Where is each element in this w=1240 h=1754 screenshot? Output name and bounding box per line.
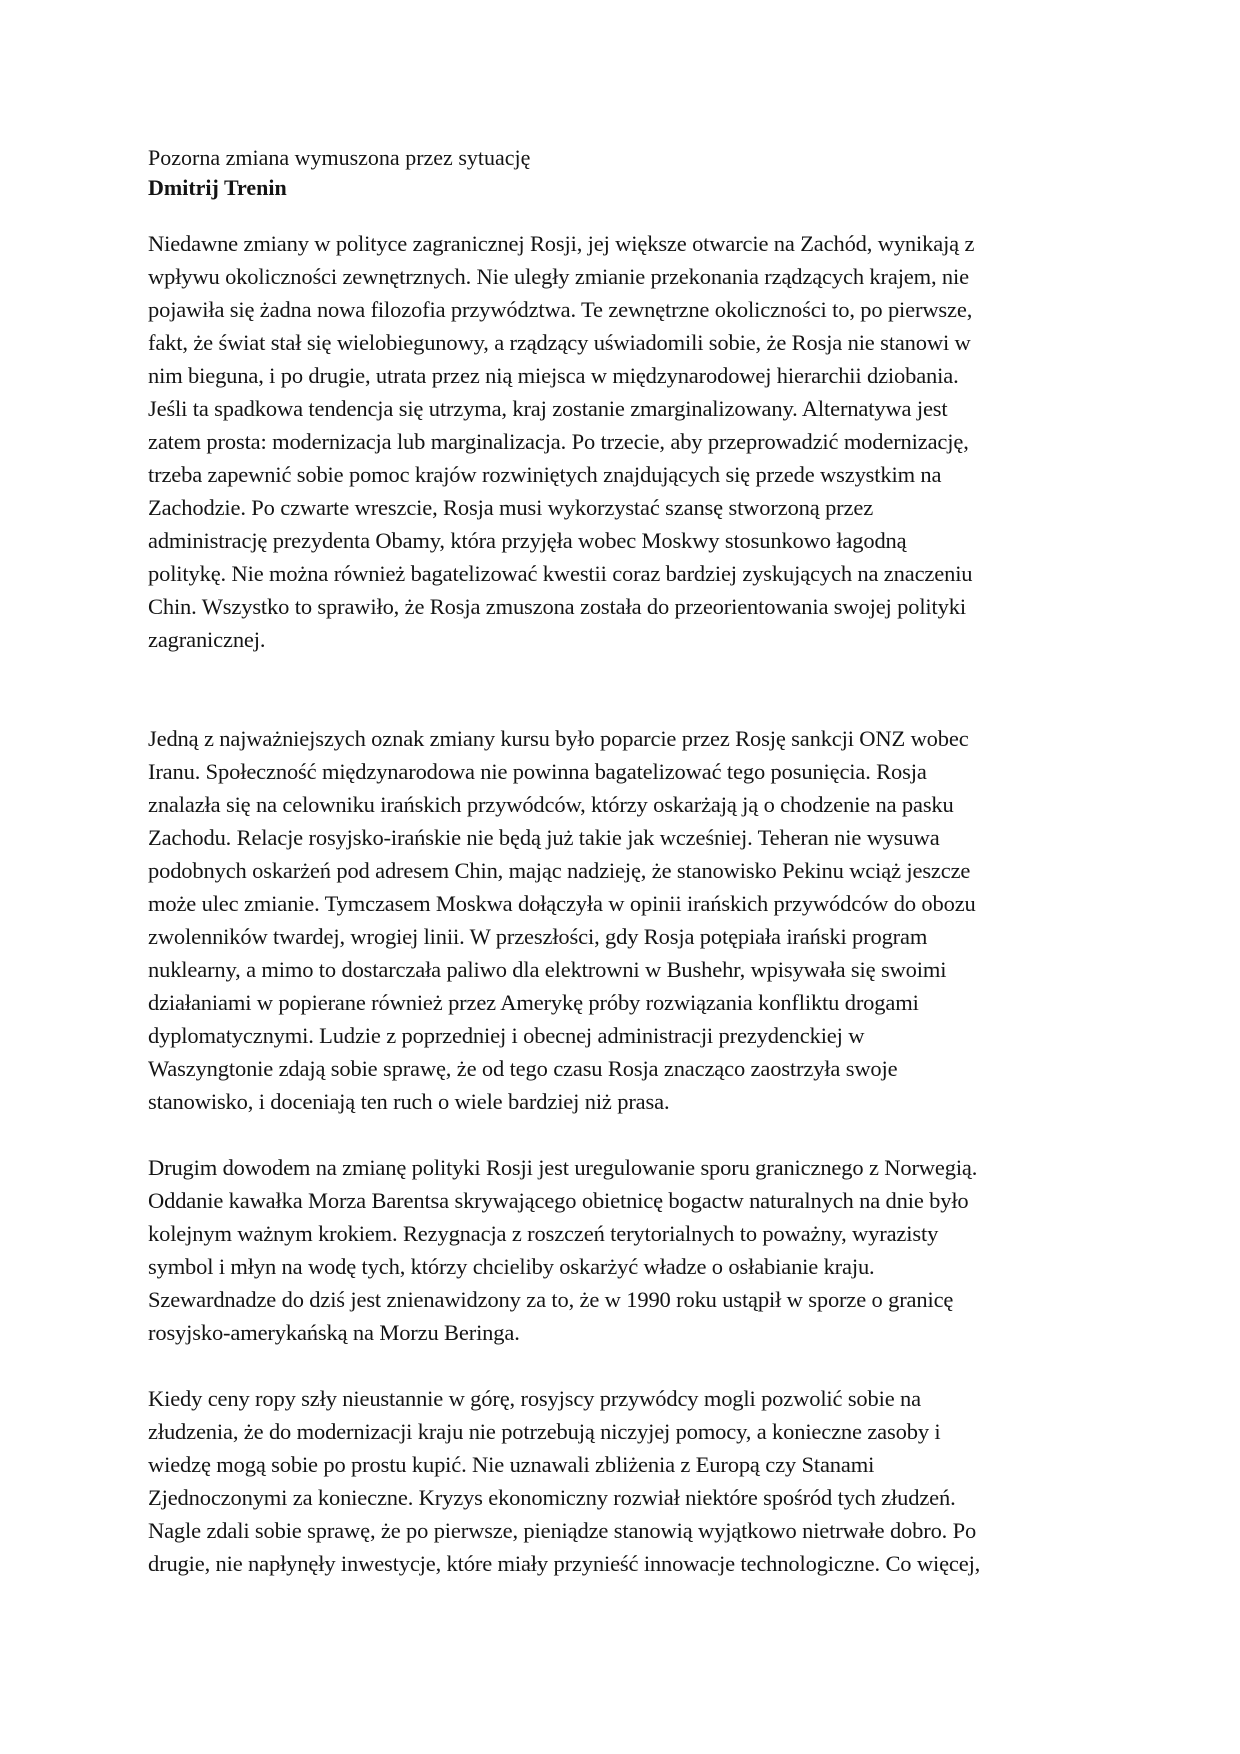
paragraph-line: politykę. Nie można również bagatelizować kwestii coraz bardziej zyskujących na znaczeniu — [148, 561, 973, 586]
paragraph — [148, 227, 1092, 656]
paragraph-line: Waszyngtonie zdają sobie sprawę, że od tego czasu Rosja znacząco zaostrzyła swoje — [148, 1056, 898, 1081]
paragraph-line: Iranu. Społeczność międzynarodowa nie powinna bagatelizować tego posunięcia. Rosja — [148, 759, 927, 784]
paragraph-line: dyplomatycznymi. Ludzie z poprzedniej i obecnej administracji prezydenckiej w — [148, 1023, 865, 1048]
paragraph-line: trzeba zapewnić sobie pomoc krajów rozwiniętych znajdujących się przede wszystkim na — [148, 462, 942, 487]
paragraph-line: Drugim dowodem na zmianę polityki Rosji jest uregulowanie sporu granicznego z Norwegią. — [148, 1155, 978, 1180]
paragraph-line: Szewardnadze do dziś jest znienawidzony za to, że w 1990 roku ustąpił w sporze o granicę — [148, 1287, 954, 1312]
paragraph-line: zwolenników twardej, wrogiej linii. W przeszłości, gdy Rosja potępiała irański program — [148, 924, 928, 949]
paragraph-line: działaniami w popierane również przez Amerykę próby rozwiązania konfliktu drogami — [148, 990, 919, 1015]
paragraph-line: kolejnym ważnym krokiem. Rezygnacja z roszczeń terytorialnych to poważny, wyrazisty — [148, 1221, 939, 1246]
paragraph-line: złudzenia, że do modernizacji kraju nie potrzebują niczyjej pomocy, a konieczne zasoby i — [148, 1419, 941, 1444]
paragraph-line: wpływu okoliczności zewnętrznych. Nie uległy zmianie przekonania rządzących krajem, nie — [148, 264, 969, 289]
paragraph-line: Zachodu. Relacje rosyjsko-irańskie nie będą już takie jak wcześniej. Teheran nie wysuwa — [148, 825, 940, 850]
paragraph-line: symbol i młyn na wodę tych, którzy chcieliby oskarżyć władze o osłabianie kraju. — [148, 1254, 875, 1279]
paragraph-line: Zachodzie. Po czwarte wreszcie, Rosja musi wykorzystać szansę stworzoną przez — [148, 495, 874, 520]
paragraph-line: zatem prosta: modernizacja lub marginalizacja. Po trzecie, aby przeprowadzić modernizację, — [148, 429, 969, 454]
paragraph-line: Chin. Wszystko to sprawiło, że Rosja zmuszona została do przeorientowania swojej polityki — [148, 594, 966, 619]
document-body — [148, 143, 1092, 1580]
article-author: Dmitrij Trenin — [148, 175, 287, 200]
paragraph-line: Oddanie kawałka Morza Barentsa skrywającego obietnicę bogactw naturalnych na dnie było — [148, 1188, 969, 1213]
paragraph — [148, 1151, 1092, 1349]
paragraph — [148, 722, 1092, 1118]
paragraph-line: może ulec zmianie. Tymczasem Moskwa dołączyła w opinii irańskich przywódców do obozu — [148, 891, 976, 916]
paragraph-line: Kiedy ceny ropy szły nieustannie w górę, rosyjscy przywódcy mogli pozwolić sobie na — [148, 1386, 921, 1411]
paragraph-line: stanowisko, i doceniają ten ruch o wiele bardziej niż prasa. — [148, 1089, 670, 1114]
paragraph-line: nuklearny, a mimo to dostarczała paliwo dla elektrowni w Bushehr, wpisywała się swoimi — [148, 957, 947, 982]
paragraph-line: podobnych oskarżeń pod adresem Chin, mając nadzieję, że stanowisko Pekinu wciąż jeszcze — [148, 858, 971, 883]
paragraph-line: rosyjsko-amerykańską na Morzu Beringa. — [148, 1320, 520, 1345]
paragraph-line: fakt, że świat stał się wielobiegunowy, a rządzący uświadomili sobie, że Rosja nie stanowi w — [148, 330, 971, 355]
paragraph — [148, 1382, 1092, 1580]
paragraph-line: Jeśli ta spadkowa tendencja się utrzyma, kraj zostanie zmarginalizowany. Alternatywa jest — [148, 396, 948, 421]
paragraph-line: pojawiła się żadna nowa filozofia przywództwa. Te zewnętrzne okoliczności to, po pierwsze, — [148, 297, 973, 322]
paragraph-line: nim bieguna, i po drugie, utrata przez nią miejsca w międzynarodowej hierarchii dziobania. — [148, 363, 959, 388]
paragraph-line: Jedną z najważniejszych oznak zmiany kursu było poparcie przez Rosję sankcji ONZ wobec — [148, 726, 969, 751]
paragraph-line: Niedawne zmiany w polityce zagranicznej Rosji, jej większe otwarcie na Zachód, wynikają z — [148, 231, 975, 256]
article-title: Pozorna zmiana wymuszona przez sytuację — [148, 145, 531, 170]
paragraph-line: Zjednoczonymi za konieczne. Kryzys ekonomiczny rozwiał niektóre spośród tych złudzeń. — [148, 1485, 956, 1510]
paragraph-line: Nagle zdali sobie sprawę, że po pierwsze, pieniądze stanowią wyjątkowo nietrwałe dobro. Po — [148, 1518, 977, 1543]
paragraph-line: drugie, nie napłynęły inwestycje, które miały przynieść innowacje technologiczne. Co więcej, — [148, 1551, 981, 1576]
paragraph-line: znalazła się na celowniku irańskich przywódców, którzy oskarżają ją o chodzenie na pasku — [148, 792, 954, 817]
paragraph-line: wiedzę mogą sobie po prostu kupić. Nie uznawali zbliżenia z Europą czy Stanami — [148, 1452, 875, 1477]
paragraph-line: administrację prezydenta Obamy, która przyjęła wobec Moskwy stosunkowo łagodną — [148, 528, 907, 553]
paragraph-line: zagranicznej. — [148, 627, 266, 652]
